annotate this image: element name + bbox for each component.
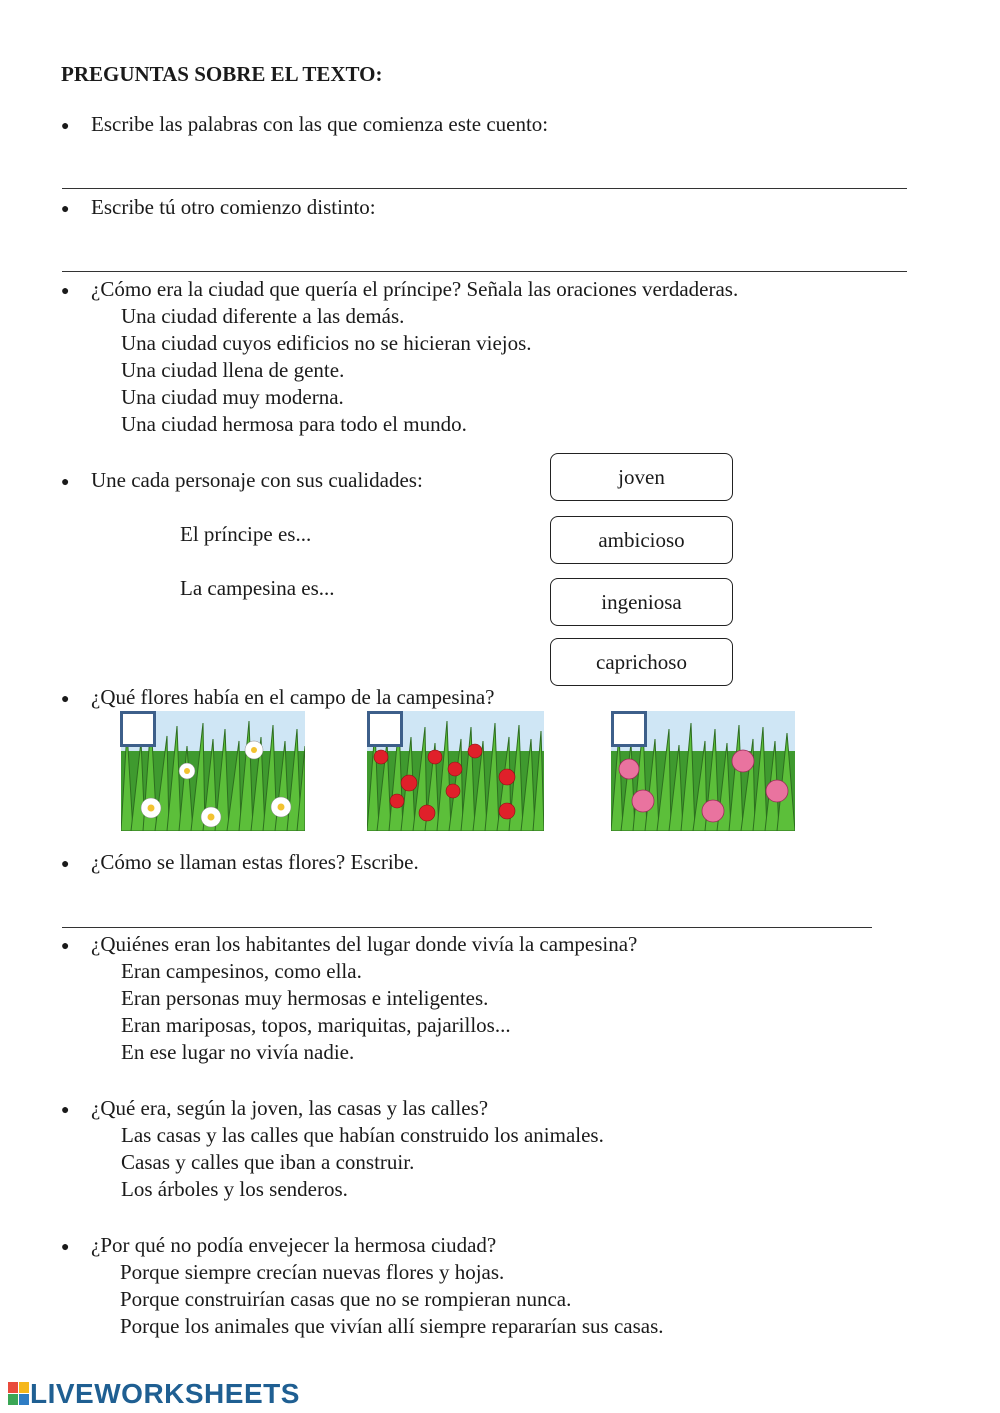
q9-option[interactable]: Porque construirían casas que no se rompieran nunca. bbox=[120, 1287, 572, 1311]
bullet-icon: ● bbox=[61, 1240, 70, 1255]
logo-icon bbox=[8, 1382, 30, 1406]
page-title: PREGUNTAS SOBRE EL TEXTO: bbox=[61, 62, 383, 86]
question-3: ¿Cómo era la ciudad que quería el príncipe? Señala las oraciones verdaderas. bbox=[91, 277, 739, 301]
q8-option[interactable]: Los árboles y los senderos. bbox=[121, 1177, 348, 1201]
quality-box-ingeniosa[interactable]: ingeniosa bbox=[550, 578, 733, 626]
bullet-icon: ● bbox=[61, 692, 70, 707]
q3-option[interactable]: Una ciudad llena de gente. bbox=[121, 358, 345, 382]
bullet-icon: ● bbox=[61, 202, 70, 217]
q9-option[interactable]: Porque los animales que vivían allí siempre repararían sus casas. bbox=[120, 1314, 664, 1338]
checkbox-daisies[interactable] bbox=[120, 711, 156, 747]
q3-option[interactable]: Una ciudad diferente a las demás. bbox=[121, 304, 405, 328]
character-prince[interactable]: El príncipe es... bbox=[180, 522, 312, 546]
question-6: ¿Cómo se llaman estas flores? Escribe. bbox=[91, 850, 419, 874]
bullet-icon: ● bbox=[61, 119, 70, 134]
checkbox-poppies[interactable] bbox=[367, 711, 403, 747]
bullet-icon: ● bbox=[61, 939, 70, 954]
logo-text: LIVEWORKSHEETS bbox=[30, 1378, 300, 1409]
q7-option[interactable]: Eran personas muy hermosas e inteligentes. bbox=[121, 986, 489, 1010]
question-4: Une cada personaje con sus cualidades: bbox=[91, 468, 423, 492]
question-1: Escribe las palabras con las que comienza este cuento: bbox=[91, 112, 549, 136]
q7-option[interactable]: Eran campesinos, como ella. bbox=[121, 959, 362, 983]
answer-line-1[interactable] bbox=[62, 188, 907, 189]
q3-option[interactable]: Una ciudad cuyos edificios no se hicieran viejos. bbox=[121, 331, 532, 355]
question-9: ¿Por qué no podía envejecer la hermosa ciudad? bbox=[91, 1233, 497, 1257]
question-8: ¿Qué era, según la joven, las casas y las calles? bbox=[91, 1096, 489, 1120]
bullet-icon: ● bbox=[61, 475, 70, 490]
q7-option[interactable]: En ese lugar no vivía nadie. bbox=[121, 1040, 355, 1064]
quality-box-caprichoso[interactable]: caprichoso bbox=[550, 638, 733, 686]
bullet-icon: ● bbox=[61, 284, 70, 299]
quality-box-ambicioso[interactable]: ambicioso bbox=[550, 516, 733, 564]
question-5: ¿Qué flores había en el campo de la campesina? bbox=[91, 685, 495, 709]
question-7: ¿Quiénes eran los habitantes del lugar donde vivía la campesina? bbox=[91, 932, 638, 956]
bullet-icon: ● bbox=[61, 857, 70, 872]
character-peasant[interactable]: La campesina es... bbox=[180, 576, 335, 600]
checkbox-roses[interactable] bbox=[611, 711, 647, 747]
q7-option[interactable]: Eran mariposas, topos, mariquitas, pajarillos... bbox=[121, 1013, 511, 1037]
question-2: Escribe tú otro comienzo distinto: bbox=[91, 195, 376, 219]
bullet-icon: ● bbox=[61, 1103, 70, 1118]
q3-option[interactable]: Una ciudad hermosa para todo el mundo. bbox=[121, 412, 467, 436]
q8-option[interactable]: Las casas y las calles que habían construido los animales. bbox=[121, 1123, 604, 1147]
q8-option[interactable]: Casas y calles que iban a construir. bbox=[121, 1150, 415, 1174]
answer-line-2[interactable] bbox=[62, 271, 907, 272]
answer-line-6[interactable] bbox=[62, 927, 872, 928]
quality-box-joven[interactable]: joven bbox=[550, 453, 733, 501]
q3-option[interactable]: Una ciudad muy moderna. bbox=[121, 385, 344, 409]
liveworksheets-logo bbox=[8, 1378, 300, 1410]
q9-option[interactable]: Porque siempre crecían nuevas flores y hojas. bbox=[120, 1260, 505, 1284]
